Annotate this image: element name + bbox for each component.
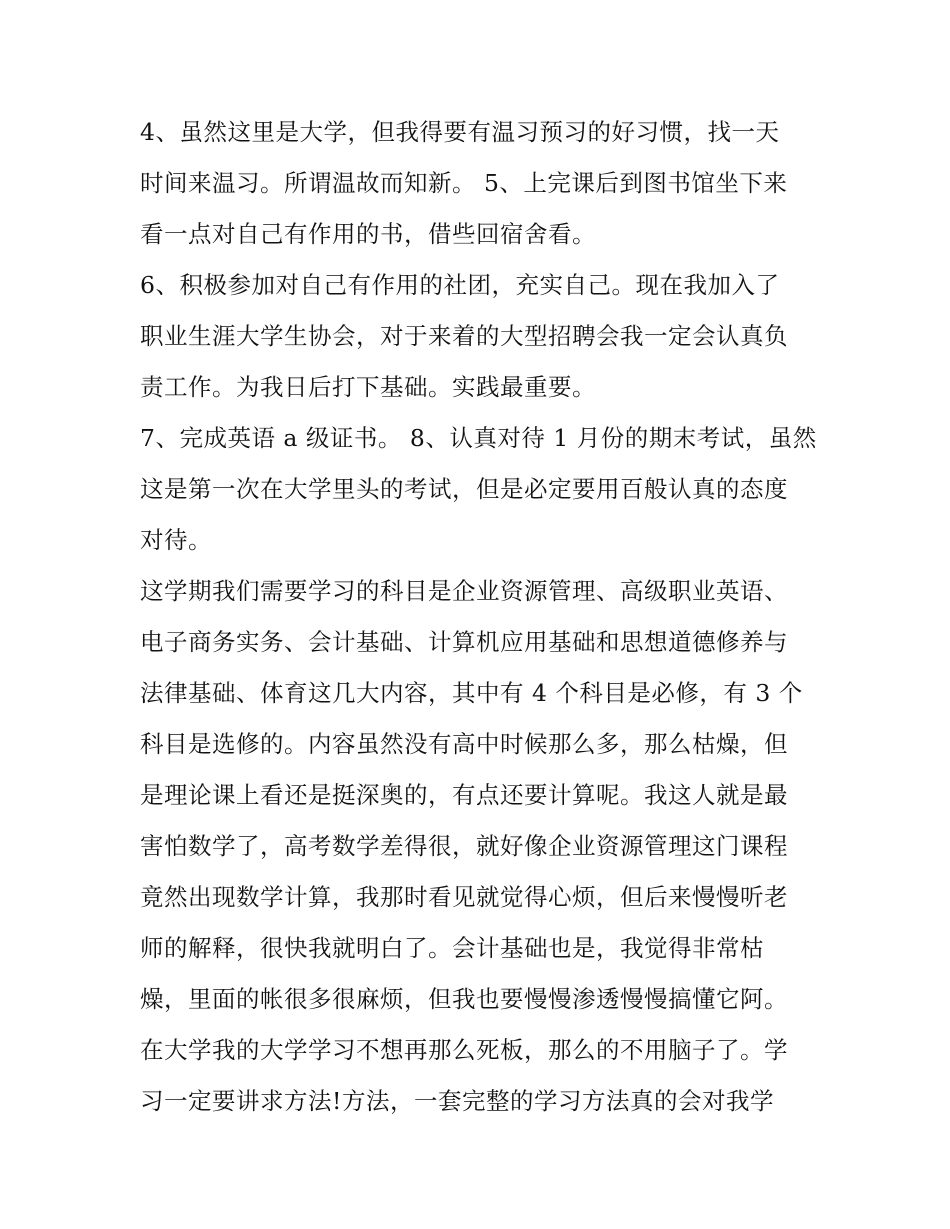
text-line: 是理论课上看还是挺深奥的，有点还要计算呢。我这人就是最: [140, 781, 788, 809]
body-text: [140, 107, 820, 1127]
text-line: 师的解释，很快我就明白了。会计基础也是，我觉得非常枯: [140, 934, 764, 962]
text-line: 竟然出现数学计算，我那时看见就觉得心烦，但后来慢慢听老: [140, 883, 788, 911]
text-line: 害怕数学了，高考数学差得很，就好像企业资源管理这门课程: [140, 832, 788, 860]
text-line: 6、积极参加对自己有作用的社团，充实自己。现在我加入了: [140, 271, 780, 299]
text-line: 责工作。为我日后打下基础。实践最重要。: [140, 373, 596, 401]
text-line: 4、虽然这里是大学，但我得要有温习预习的好习惯，找一天: [140, 118, 780, 146]
text-line: 习一定要讲求方法!方法，一套完整的学习方法真的会对我学: [140, 1087, 774, 1115]
text-line: 职业生涯大学生协会，对于来着的大型招聘会我一定会认真负: [140, 322, 788, 350]
text-line: 这学期我们需要学习的科目是企业资源管理、高级职业英语、: [140, 577, 788, 605]
text-line: 燥，里面的帐很多很麻烦，但我也要慢慢渗透慢慢搞懂它阿。: [140, 985, 788, 1013]
text-line: 在大学我的大学学习不想再那么死板，那么的不用脑子了。学: [140, 1036, 788, 1064]
text-line: 看一点对自己有作用的书，借些回宿舍看。: [140, 220, 596, 248]
text-line: 7、完成英语 a 级证书。 8、认真对待 1 月份的期末考试，虽然: [140, 424, 817, 452]
text-line: 法律基础、体育这几大内容，其中有 4 个科目是必修，有 3 个: [140, 679, 803, 707]
text-line: 电子商务实务、会计基础、计算机应用基础和思想道德修养与: [140, 628, 788, 656]
text-line: 对待。: [140, 526, 212, 554]
text-line: 这是第一次在大学里头的考试，但是必定要用百般认真的态度: [140, 475, 788, 503]
text-line: 科目是选修的。内容虽然没有高中时候那么多，那么枯燥，但: [140, 730, 788, 758]
text-line: 时间来温习。所谓温故而知新。 5、上完课后到图书馆坐下来: [140, 169, 788, 197]
